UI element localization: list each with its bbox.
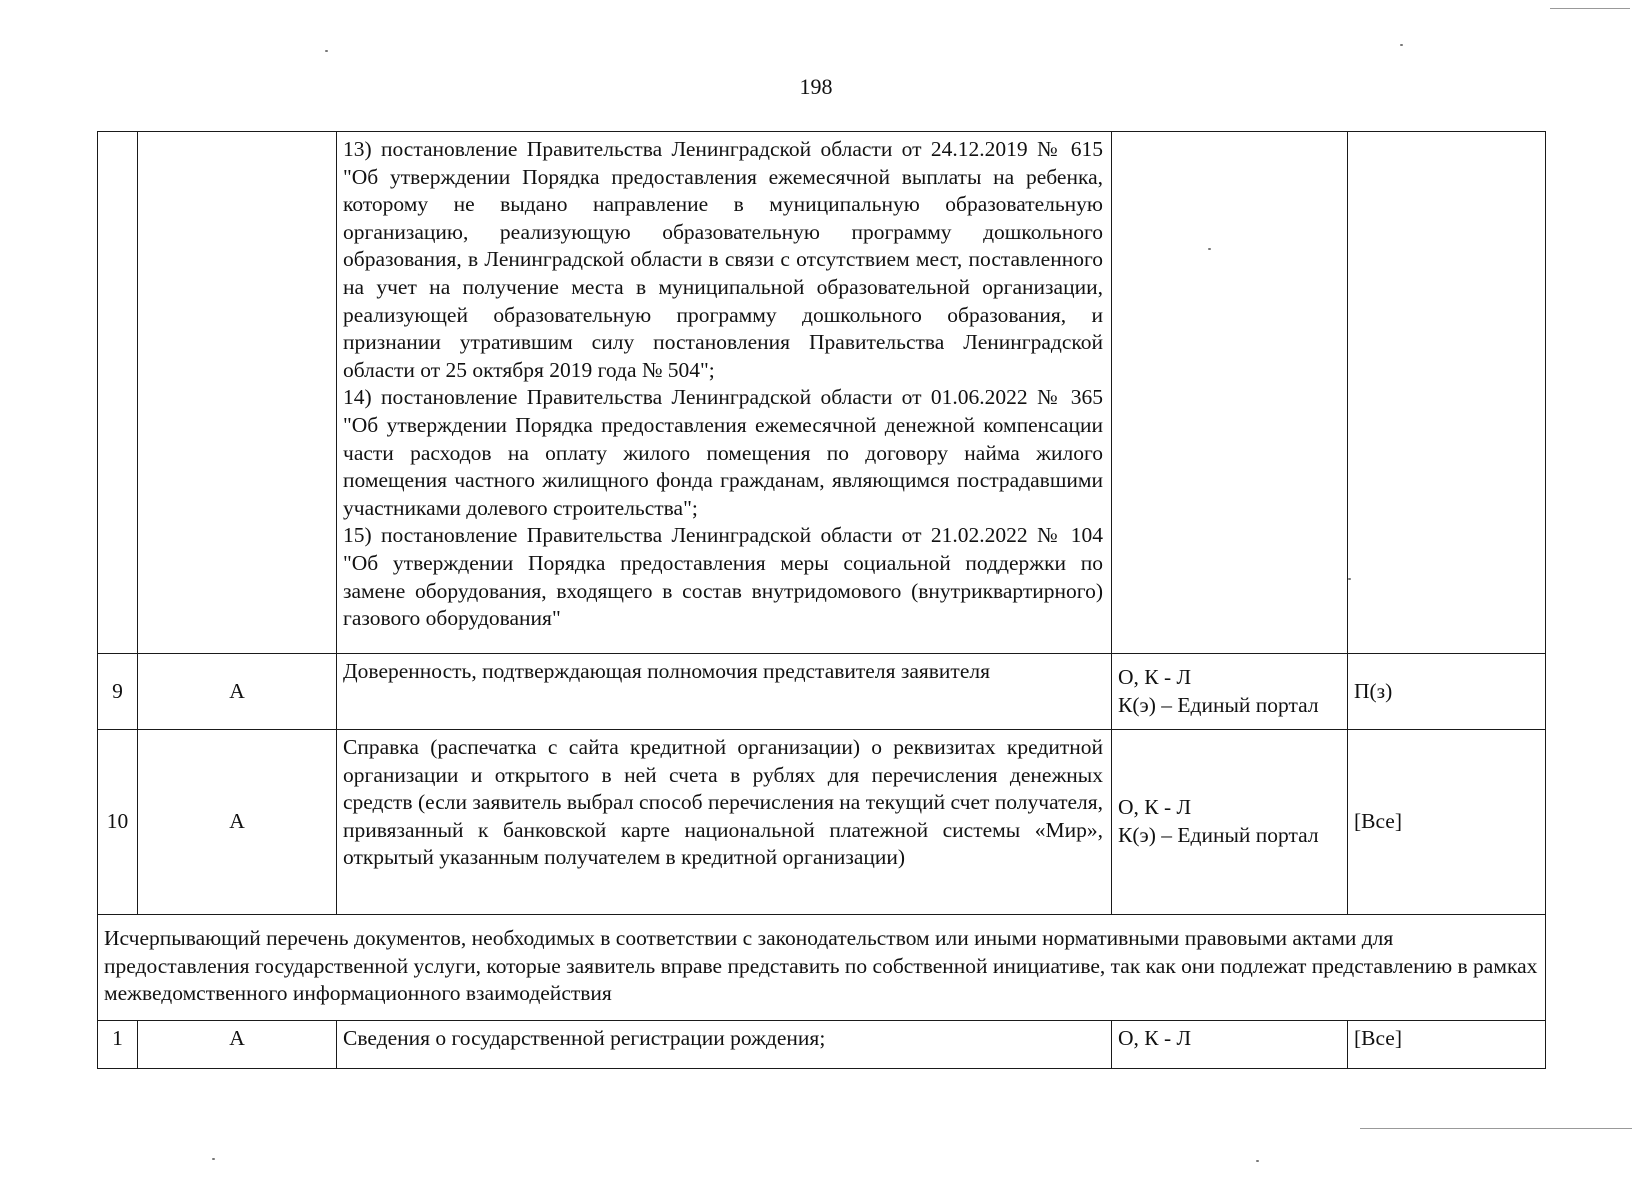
table-row — [98, 730, 1546, 915]
scan-artifact-dot — [212, 1158, 215, 1160]
legal-act-item: 13) постановление Правительства Ленинградской области от 24.12.2019 № 615 "Об утверждении Порядка предоставления ежемесячной выплаты на ребенка, которому не выдано направление в муниципальную образовательную организацию, реализующую образовательную программу дошкольного образования, в Ленинградской области в связи с отсутствием мест, поставленного на учет на получение места в муниципальной образовательной организации, реализующей образовательную программу дошкольного образования, и признании утратившим силу постановления Правительства Ленинградской области от 25 октября 2019 года № 504"; — [343, 137, 1103, 382]
section-heading-row — [98, 915, 1546, 1021]
form-cell — [1112, 132, 1348, 654]
scan-artifact-line — [1360, 1128, 1632, 1129]
note-cell: П(з) — [1348, 654, 1546, 730]
category-cell: А — [138, 654, 337, 730]
form-line-1: О, К - Л — [1118, 795, 1192, 820]
page-number: 198 — [799, 74, 833, 99]
category-cell: А — [138, 1021, 337, 1069]
form-cell: О, К - Л — [1112, 1021, 1348, 1069]
form-line-2: К(э) – Единый портал — [1118, 823, 1319, 847]
row-number-cell: 1 — [98, 1021, 138, 1069]
category-cell: А — [138, 730, 337, 915]
note-cell — [1348, 132, 1546, 654]
table-row — [98, 132, 1546, 654]
row-number-cell: 10 — [98, 730, 138, 915]
documents-table — [97, 131, 1546, 1069]
scan-artifact-dot — [325, 50, 328, 52]
form-line-2: К(э) – Единый портал — [1118, 692, 1319, 717]
table-row — [98, 1021, 1546, 1069]
form-line-1: О, К - Л — [1118, 664, 1192, 689]
note-cell: [Все] — [1348, 730, 1546, 915]
scan-artifact-dot — [1208, 248, 1211, 250]
description-cell: Сведения о государственной регистрации рождения; — [337, 1021, 1112, 1069]
category-cell — [138, 132, 337, 654]
scan-artifact-dot — [1400, 44, 1403, 46]
note-cell: [Все] — [1348, 1021, 1546, 1069]
description-cell — [337, 132, 1112, 654]
description-cell: Справка (распечатка с сайта кредитной организации) о реквизитах кредитной организации и открытого в ней счета в рублях для перечисления денежных средств (если заявитель выбрал способ перечисления на текущий счет получателя, привязанный к банковской карте национальной платежной системы «Мир», открытый указанным получателем в кредитной организации) — [337, 730, 1112, 915]
legal-act-item: 14) постановление Правительства Ленинградской области от 01.06.2022 № 365 "Об утверждении Порядка предоставления ежемесячной денежной компенсации части расходов на оплату жилого помещения по договору найма жилого помещения частного жилищного фонда гражданам, являющимся пострадавшими участниками долевого строительства"; — [343, 385, 1103, 520]
table-row — [98, 654, 1546, 730]
form-cell — [1112, 654, 1348, 730]
scan-artifact-dot — [1256, 1160, 1259, 1162]
scan-artifact-dot — [1348, 578, 1351, 580]
row-number-cell: 9 — [98, 654, 138, 730]
section-heading: Исчерпывающий перечень документов, необходимых в соответствии с законодательством или иными нормативными правовыми актами для предоставления государственной услуги, которые заявитель вправе представить по собственной инициативе, так как они подлежат представлению в рамках межведомственного информационного взаимодействия — [98, 915, 1546, 1021]
legal-act-item: 15) постановление Правительства Ленинградской области от 21.02.2022 № 104 "Об утверждении Порядка предоставления меры социальной поддержки по замене оборудования, входящего в состав внутридомового (внутриквартирного) газового оборудования" — [343, 523, 1103, 631]
form-cell — [1112, 730, 1348, 915]
description-cell: Доверенность, подтверждающая полномочия представителя заявителя — [337, 654, 1112, 730]
scan-artifact-line — [1550, 8, 1630, 9]
row-number-cell — [98, 132, 138, 654]
